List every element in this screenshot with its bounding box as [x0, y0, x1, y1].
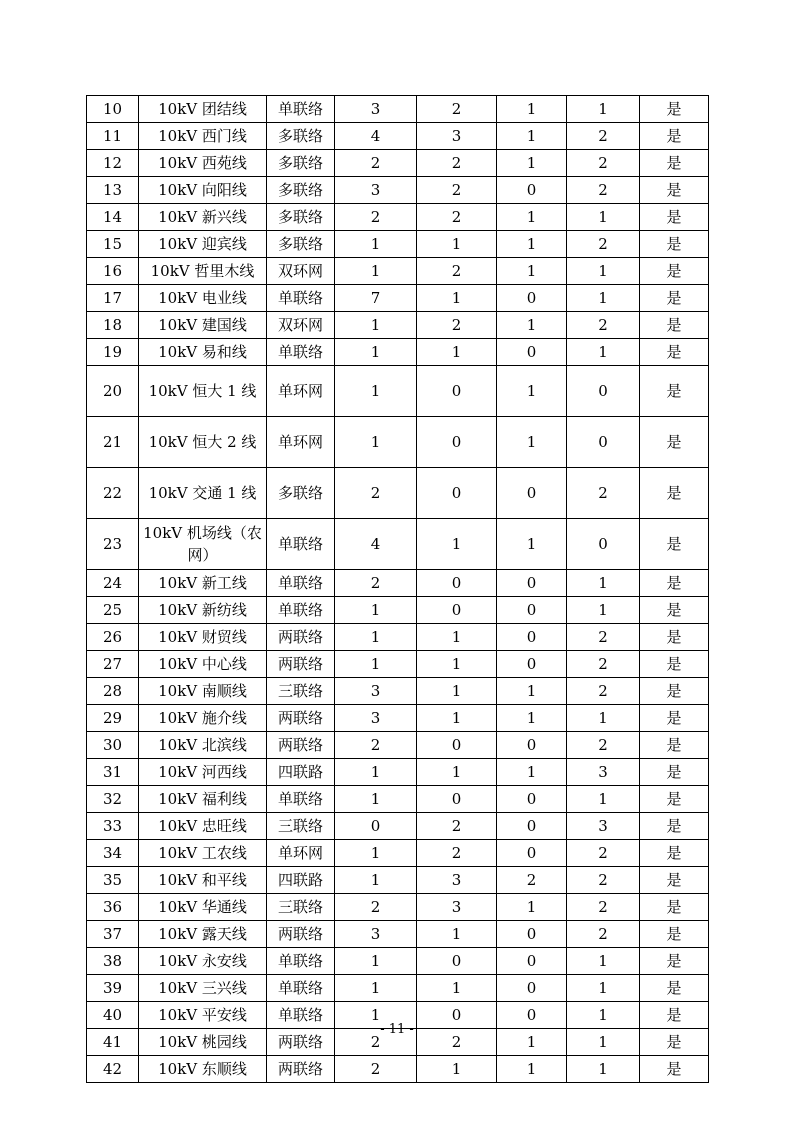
value-cell-4: 2: [567, 177, 640, 204]
connection-type-cell: 单联络: [267, 339, 335, 366]
value-cell-4: 3: [567, 813, 640, 840]
value-cell-3: 1: [497, 123, 567, 150]
value-cell-2: 2: [417, 96, 497, 123]
line-name-cell: 10kV 恒大 2 线: [139, 417, 267, 468]
value-cell-1: 3: [335, 921, 417, 948]
row-number-cell: 41: [87, 1029, 139, 1056]
value-cell-2: 2: [417, 840, 497, 867]
value-cell-4: 1: [567, 948, 640, 975]
value-cell-3: 0: [497, 840, 567, 867]
row-number-cell: 21: [87, 417, 139, 468]
status-cell: 是: [640, 96, 709, 123]
connection-type-cell: 三联络: [267, 678, 335, 705]
value-cell-2: 3: [417, 894, 497, 921]
line-name-cell: 10kV 东顺线: [139, 1056, 267, 1083]
table-row: [87, 948, 709, 975]
row-number-cell: 33: [87, 813, 139, 840]
row-number-cell: 29: [87, 705, 139, 732]
connection-type-cell: 四联路: [267, 867, 335, 894]
row-number-cell: 15: [87, 231, 139, 258]
connection-type-cell: 单联络: [267, 948, 335, 975]
value-cell-3: 1: [497, 258, 567, 285]
value-cell-1: 1: [335, 1002, 417, 1029]
value-cell-4: 2: [567, 624, 640, 651]
row-number-cell: 13: [87, 177, 139, 204]
line-name-cell: 10kV 易和线: [139, 339, 267, 366]
row-number-cell: 35: [87, 867, 139, 894]
table-row: [87, 975, 709, 1002]
line-name-cell: 10kV 电业线: [139, 285, 267, 312]
value-cell-2: 2: [417, 258, 497, 285]
line-name-cell: 10kV 忠旺线: [139, 813, 267, 840]
status-cell: 是: [640, 705, 709, 732]
table-row: [87, 678, 709, 705]
value-cell-3: 1: [497, 150, 567, 177]
value-cell-3: 1: [497, 417, 567, 468]
row-number-cell: 11: [87, 123, 139, 150]
connection-type-cell: 单联络: [267, 1002, 335, 1029]
status-cell: 是: [640, 894, 709, 921]
value-cell-4: 2: [567, 867, 640, 894]
row-number-cell: 24: [87, 570, 139, 597]
value-cell-3: 0: [497, 177, 567, 204]
value-cell-3: 1: [497, 678, 567, 705]
value-cell-4: 1: [567, 570, 640, 597]
value-cell-2: 2: [417, 204, 497, 231]
connection-type-cell: 三联络: [267, 813, 335, 840]
value-cell-1: 1: [335, 231, 417, 258]
connection-type-cell: 两联络: [267, 1029, 335, 1056]
value-cell-1: 7: [335, 285, 417, 312]
line-name-cell: 10kV 哲里木线: [139, 258, 267, 285]
row-number-cell: 19: [87, 339, 139, 366]
value-cell-4: 1: [567, 705, 640, 732]
status-cell: 是: [640, 468, 709, 519]
status-cell: 是: [640, 417, 709, 468]
table-row: [87, 1056, 709, 1083]
table-row: [87, 624, 709, 651]
line-name-cell: 10kV 西苑线: [139, 150, 267, 177]
value-cell-2: 1: [417, 624, 497, 651]
value-cell-3: 0: [497, 786, 567, 813]
value-cell-3: 0: [497, 285, 567, 312]
value-cell-3: 0: [497, 624, 567, 651]
status-cell: 是: [640, 948, 709, 975]
line-name-cell: 10kV 机场线（农网）: [139, 519, 267, 570]
value-cell-1: 2: [335, 1029, 417, 1056]
value-cell-1: 1: [335, 312, 417, 339]
connection-type-cell: 双环网: [267, 258, 335, 285]
value-cell-4: 0: [567, 519, 640, 570]
row-number-cell: 27: [87, 651, 139, 678]
connection-type-cell: 多联络: [267, 177, 335, 204]
value-cell-3: 2: [497, 867, 567, 894]
value-cell-2: 1: [417, 705, 497, 732]
status-cell: 是: [640, 519, 709, 570]
value-cell-3: 1: [497, 366, 567, 417]
line-name-cell: 10kV 迎宾线: [139, 231, 267, 258]
value-cell-3: 0: [497, 975, 567, 1002]
connection-type-cell: 单联络: [267, 975, 335, 1002]
status-cell: 是: [640, 123, 709, 150]
value-cell-1: 2: [335, 204, 417, 231]
value-cell-4: 2: [567, 123, 640, 150]
table-row: [87, 732, 709, 759]
table-row: [87, 366, 709, 417]
value-cell-2: 0: [417, 366, 497, 417]
value-cell-1: 1: [335, 948, 417, 975]
connection-type-cell: 多联络: [267, 150, 335, 177]
value-cell-3: 0: [497, 732, 567, 759]
connection-type-cell: 单联络: [267, 285, 335, 312]
table-row: [87, 786, 709, 813]
value-cell-3: 1: [497, 312, 567, 339]
value-cell-4: 0: [567, 366, 640, 417]
value-cell-2: 1: [417, 759, 497, 786]
line-name-cell: 10kV 向阳线: [139, 177, 267, 204]
value-cell-3: 1: [497, 894, 567, 921]
value-cell-2: 0: [417, 786, 497, 813]
status-cell: 是: [640, 813, 709, 840]
value-cell-2: 1: [417, 231, 497, 258]
value-cell-2: 0: [417, 468, 497, 519]
value-cell-1: 1: [335, 867, 417, 894]
connection-type-cell: 单联络: [267, 96, 335, 123]
value-cell-4: 2: [567, 468, 640, 519]
line-name-cell: 10kV 北滨线: [139, 732, 267, 759]
value-cell-3: 0: [497, 468, 567, 519]
value-cell-1: 2: [335, 894, 417, 921]
value-cell-2: 1: [417, 921, 497, 948]
value-cell-1: 1: [335, 597, 417, 624]
row-number-cell: 17: [87, 285, 139, 312]
status-cell: 是: [640, 651, 709, 678]
connection-type-cell: 多联络: [267, 204, 335, 231]
table-row: [87, 651, 709, 678]
table-row: [87, 840, 709, 867]
value-cell-4: 2: [567, 312, 640, 339]
status-cell: 是: [640, 732, 709, 759]
status-cell: 是: [640, 867, 709, 894]
row-number-cell: 28: [87, 678, 139, 705]
connection-type-cell: 两联络: [267, 651, 335, 678]
status-cell: 是: [640, 258, 709, 285]
value-cell-1: 3: [335, 177, 417, 204]
value-cell-1: 3: [335, 96, 417, 123]
value-cell-2: 2: [417, 1029, 497, 1056]
status-cell: 是: [640, 570, 709, 597]
value-cell-2: 0: [417, 1002, 497, 1029]
status-cell: 是: [640, 840, 709, 867]
value-cell-4: 1: [567, 1002, 640, 1029]
table-row: [87, 759, 709, 786]
value-cell-3: 0: [497, 921, 567, 948]
connection-type-cell: 两联络: [267, 705, 335, 732]
row-number-cell: 31: [87, 759, 139, 786]
row-number-cell: 25: [87, 597, 139, 624]
value-cell-4: 1: [567, 258, 640, 285]
line-name-cell: 10kV 团结线: [139, 96, 267, 123]
value-cell-4: 2: [567, 921, 640, 948]
value-cell-2: 0: [417, 948, 497, 975]
value-cell-2: 1: [417, 975, 497, 1002]
value-cell-1: 1: [335, 366, 417, 417]
table-row: [87, 921, 709, 948]
value-cell-3: 1: [497, 96, 567, 123]
status-cell: 是: [640, 312, 709, 339]
status-cell: 是: [640, 1029, 709, 1056]
table-row: [87, 123, 709, 150]
status-cell: 是: [640, 597, 709, 624]
value-cell-1: 2: [335, 570, 417, 597]
row-number-cell: 14: [87, 204, 139, 231]
value-cell-2: 2: [417, 312, 497, 339]
connection-type-cell: 双环网: [267, 312, 335, 339]
row-number-cell: 39: [87, 975, 139, 1002]
line-name-cell: 10kV 新工线: [139, 570, 267, 597]
row-number-cell: 30: [87, 732, 139, 759]
row-number-cell: 26: [87, 624, 139, 651]
value-cell-1: 4: [335, 123, 417, 150]
value-cell-2: 1: [417, 519, 497, 570]
value-cell-2: 2: [417, 150, 497, 177]
line-name-cell: 10kV 建国线: [139, 312, 267, 339]
value-cell-4: 1: [567, 285, 640, 312]
row-number-cell: 40: [87, 1002, 139, 1029]
value-cell-1: 1: [335, 786, 417, 813]
row-number-cell: 20: [87, 366, 139, 417]
value-cell-3: 1: [497, 519, 567, 570]
value-cell-4: 2: [567, 150, 640, 177]
value-cell-2: 1: [417, 678, 497, 705]
status-cell: 是: [640, 177, 709, 204]
value-cell-2: 0: [417, 570, 497, 597]
value-cell-4: 2: [567, 840, 640, 867]
connection-type-cell: 单联络: [267, 786, 335, 813]
line-name-cell: 10kV 南顺线: [139, 678, 267, 705]
table-row: [87, 258, 709, 285]
table-row: [87, 312, 709, 339]
value-cell-4: 1: [567, 204, 640, 231]
value-cell-4: 1: [567, 786, 640, 813]
row-number-cell: 18: [87, 312, 139, 339]
value-cell-4: 3: [567, 759, 640, 786]
line-name-cell: 10kV 福利线: [139, 786, 267, 813]
value-cell-4: 1: [567, 339, 640, 366]
status-cell: 是: [640, 150, 709, 177]
row-number-cell: 10: [87, 96, 139, 123]
value-cell-1: 2: [335, 150, 417, 177]
page-number: - 11 -: [380, 1022, 414, 1037]
value-cell-4: 2: [567, 732, 640, 759]
row-number-cell: 36: [87, 894, 139, 921]
table-row: [87, 339, 709, 366]
line-name-cell: 10kV 西门线: [139, 123, 267, 150]
value-cell-2: 3: [417, 867, 497, 894]
value-cell-1: 3: [335, 678, 417, 705]
connection-type-cell: 两联络: [267, 624, 335, 651]
line-name-cell: 10kV 三兴线: [139, 975, 267, 1002]
value-cell-2: 0: [417, 417, 497, 468]
value-cell-2: 2: [417, 177, 497, 204]
connection-type-cell: 三联络: [267, 894, 335, 921]
connection-type-cell: 多联络: [267, 231, 335, 258]
line-name-cell: 10kV 财贸线: [139, 624, 267, 651]
value-cell-1: 1: [335, 624, 417, 651]
row-number-cell: 34: [87, 840, 139, 867]
status-cell: 是: [640, 366, 709, 417]
table-row: [87, 204, 709, 231]
value-cell-1: 2: [335, 468, 417, 519]
feeder-table: [86, 95, 709, 1083]
value-cell-1: 1: [335, 339, 417, 366]
value-cell-1: 4: [335, 519, 417, 570]
value-cell-3: 0: [497, 339, 567, 366]
value-cell-4: 2: [567, 894, 640, 921]
table-row: [87, 519, 709, 570]
row-number-cell: 23: [87, 519, 139, 570]
value-cell-3: 1: [497, 705, 567, 732]
value-cell-2: 0: [417, 597, 497, 624]
value-cell-3: 1: [497, 231, 567, 258]
value-cell-1: 3: [335, 705, 417, 732]
value-cell-1: 0: [335, 813, 417, 840]
value-cell-4: 1: [567, 1029, 640, 1056]
status-cell: 是: [640, 1002, 709, 1029]
value-cell-4: 1: [567, 96, 640, 123]
table-body: [87, 96, 709, 1083]
value-cell-1: 1: [335, 651, 417, 678]
line-name-cell: 10kV 华通线: [139, 894, 267, 921]
connection-type-cell: 多联络: [267, 468, 335, 519]
line-name-cell: 10kV 工农线: [139, 840, 267, 867]
status-cell: 是: [640, 1056, 709, 1083]
status-cell: 是: [640, 339, 709, 366]
value-cell-1: 1: [335, 759, 417, 786]
table-row: [87, 231, 709, 258]
table-row: [87, 468, 709, 519]
table-row: [87, 177, 709, 204]
value-cell-3: 0: [497, 1002, 567, 1029]
value-cell-1: 1: [335, 258, 417, 285]
table-row: [87, 96, 709, 123]
row-number-cell: 42: [87, 1056, 139, 1083]
line-name-cell: 10kV 新纺线: [139, 597, 267, 624]
value-cell-3: 1: [497, 759, 567, 786]
value-cell-3: 0: [497, 597, 567, 624]
connection-type-cell: 单环网: [267, 417, 335, 468]
value-cell-4: 2: [567, 231, 640, 258]
row-number-cell: 12: [87, 150, 139, 177]
line-name-cell: 10kV 恒大 1 线: [139, 366, 267, 417]
line-name-cell: 10kV 河西线: [139, 759, 267, 786]
connection-type-cell: 两联络: [267, 921, 335, 948]
value-cell-2: 1: [417, 651, 497, 678]
value-cell-4: 1: [567, 975, 640, 1002]
row-number-cell: 22: [87, 468, 139, 519]
line-name-cell: 10kV 施介线: [139, 705, 267, 732]
value-cell-2: 1: [417, 339, 497, 366]
value-cell-2: 2: [417, 813, 497, 840]
table-row: [87, 894, 709, 921]
table-row: [87, 417, 709, 468]
value-cell-3: 1: [497, 204, 567, 231]
value-cell-2: 1: [417, 1056, 497, 1083]
connection-type-cell: 单环网: [267, 840, 335, 867]
value-cell-4: 0: [567, 417, 640, 468]
value-cell-2: 1: [417, 285, 497, 312]
connection-type-cell: 单联络: [267, 570, 335, 597]
status-cell: 是: [640, 759, 709, 786]
status-cell: 是: [640, 231, 709, 258]
table-row: [87, 570, 709, 597]
connection-type-cell: 两联络: [267, 732, 335, 759]
value-cell-3: 0: [497, 651, 567, 678]
value-cell-4: 2: [567, 651, 640, 678]
line-name-cell: 10kV 中心线: [139, 651, 267, 678]
status-cell: 是: [640, 786, 709, 813]
connection-type-cell: 四联路: [267, 759, 335, 786]
value-cell-4: 1: [567, 597, 640, 624]
connection-type-cell: 单联络: [267, 597, 335, 624]
table-row: [87, 150, 709, 177]
line-name-cell: 10kV 露天线: [139, 921, 267, 948]
row-number-cell: 32: [87, 786, 139, 813]
connection-type-cell: 两联络: [267, 1056, 335, 1083]
value-cell-1: 1: [335, 417, 417, 468]
line-name-cell: 10kV 平安线: [139, 1002, 267, 1029]
value-cell-1: 1: [335, 975, 417, 1002]
value-cell-3: 0: [497, 570, 567, 597]
value-cell-2: 0: [417, 732, 497, 759]
status-cell: 是: [640, 285, 709, 312]
line-name-cell: 10kV 永安线: [139, 948, 267, 975]
value-cell-3: 0: [497, 813, 567, 840]
status-cell: 是: [640, 975, 709, 1002]
line-name-cell: 10kV 和平线: [139, 867, 267, 894]
line-name-cell: 10kV 桃园线: [139, 1029, 267, 1056]
value-cell-3: 0: [497, 948, 567, 975]
table-row: [87, 867, 709, 894]
row-number-cell: 37: [87, 921, 139, 948]
value-cell-4: 1: [567, 1056, 640, 1083]
value-cell-2: 3: [417, 123, 497, 150]
status-cell: 是: [640, 624, 709, 651]
row-number-cell: 38: [87, 948, 139, 975]
connection-type-cell: 单环网: [267, 366, 335, 417]
row-number-cell: 16: [87, 258, 139, 285]
value-cell-1: 1: [335, 840, 417, 867]
line-name-cell: 10kV 交通 1 线: [139, 468, 267, 519]
table-row: [87, 813, 709, 840]
status-cell: 是: [640, 204, 709, 231]
table-row: [87, 285, 709, 312]
connection-type-cell: 单联络: [267, 519, 335, 570]
status-cell: 是: [640, 921, 709, 948]
table-row: [87, 597, 709, 624]
value-cell-3: 1: [497, 1029, 567, 1056]
connection-type-cell: 多联络: [267, 123, 335, 150]
line-name-cell: 10kV 新兴线: [139, 204, 267, 231]
value-cell-1: 2: [335, 1056, 417, 1083]
value-cell-1: 2: [335, 732, 417, 759]
value-cell-3: 1: [497, 1056, 567, 1083]
status-cell: 是: [640, 678, 709, 705]
value-cell-4: 2: [567, 678, 640, 705]
table-row: [87, 705, 709, 732]
